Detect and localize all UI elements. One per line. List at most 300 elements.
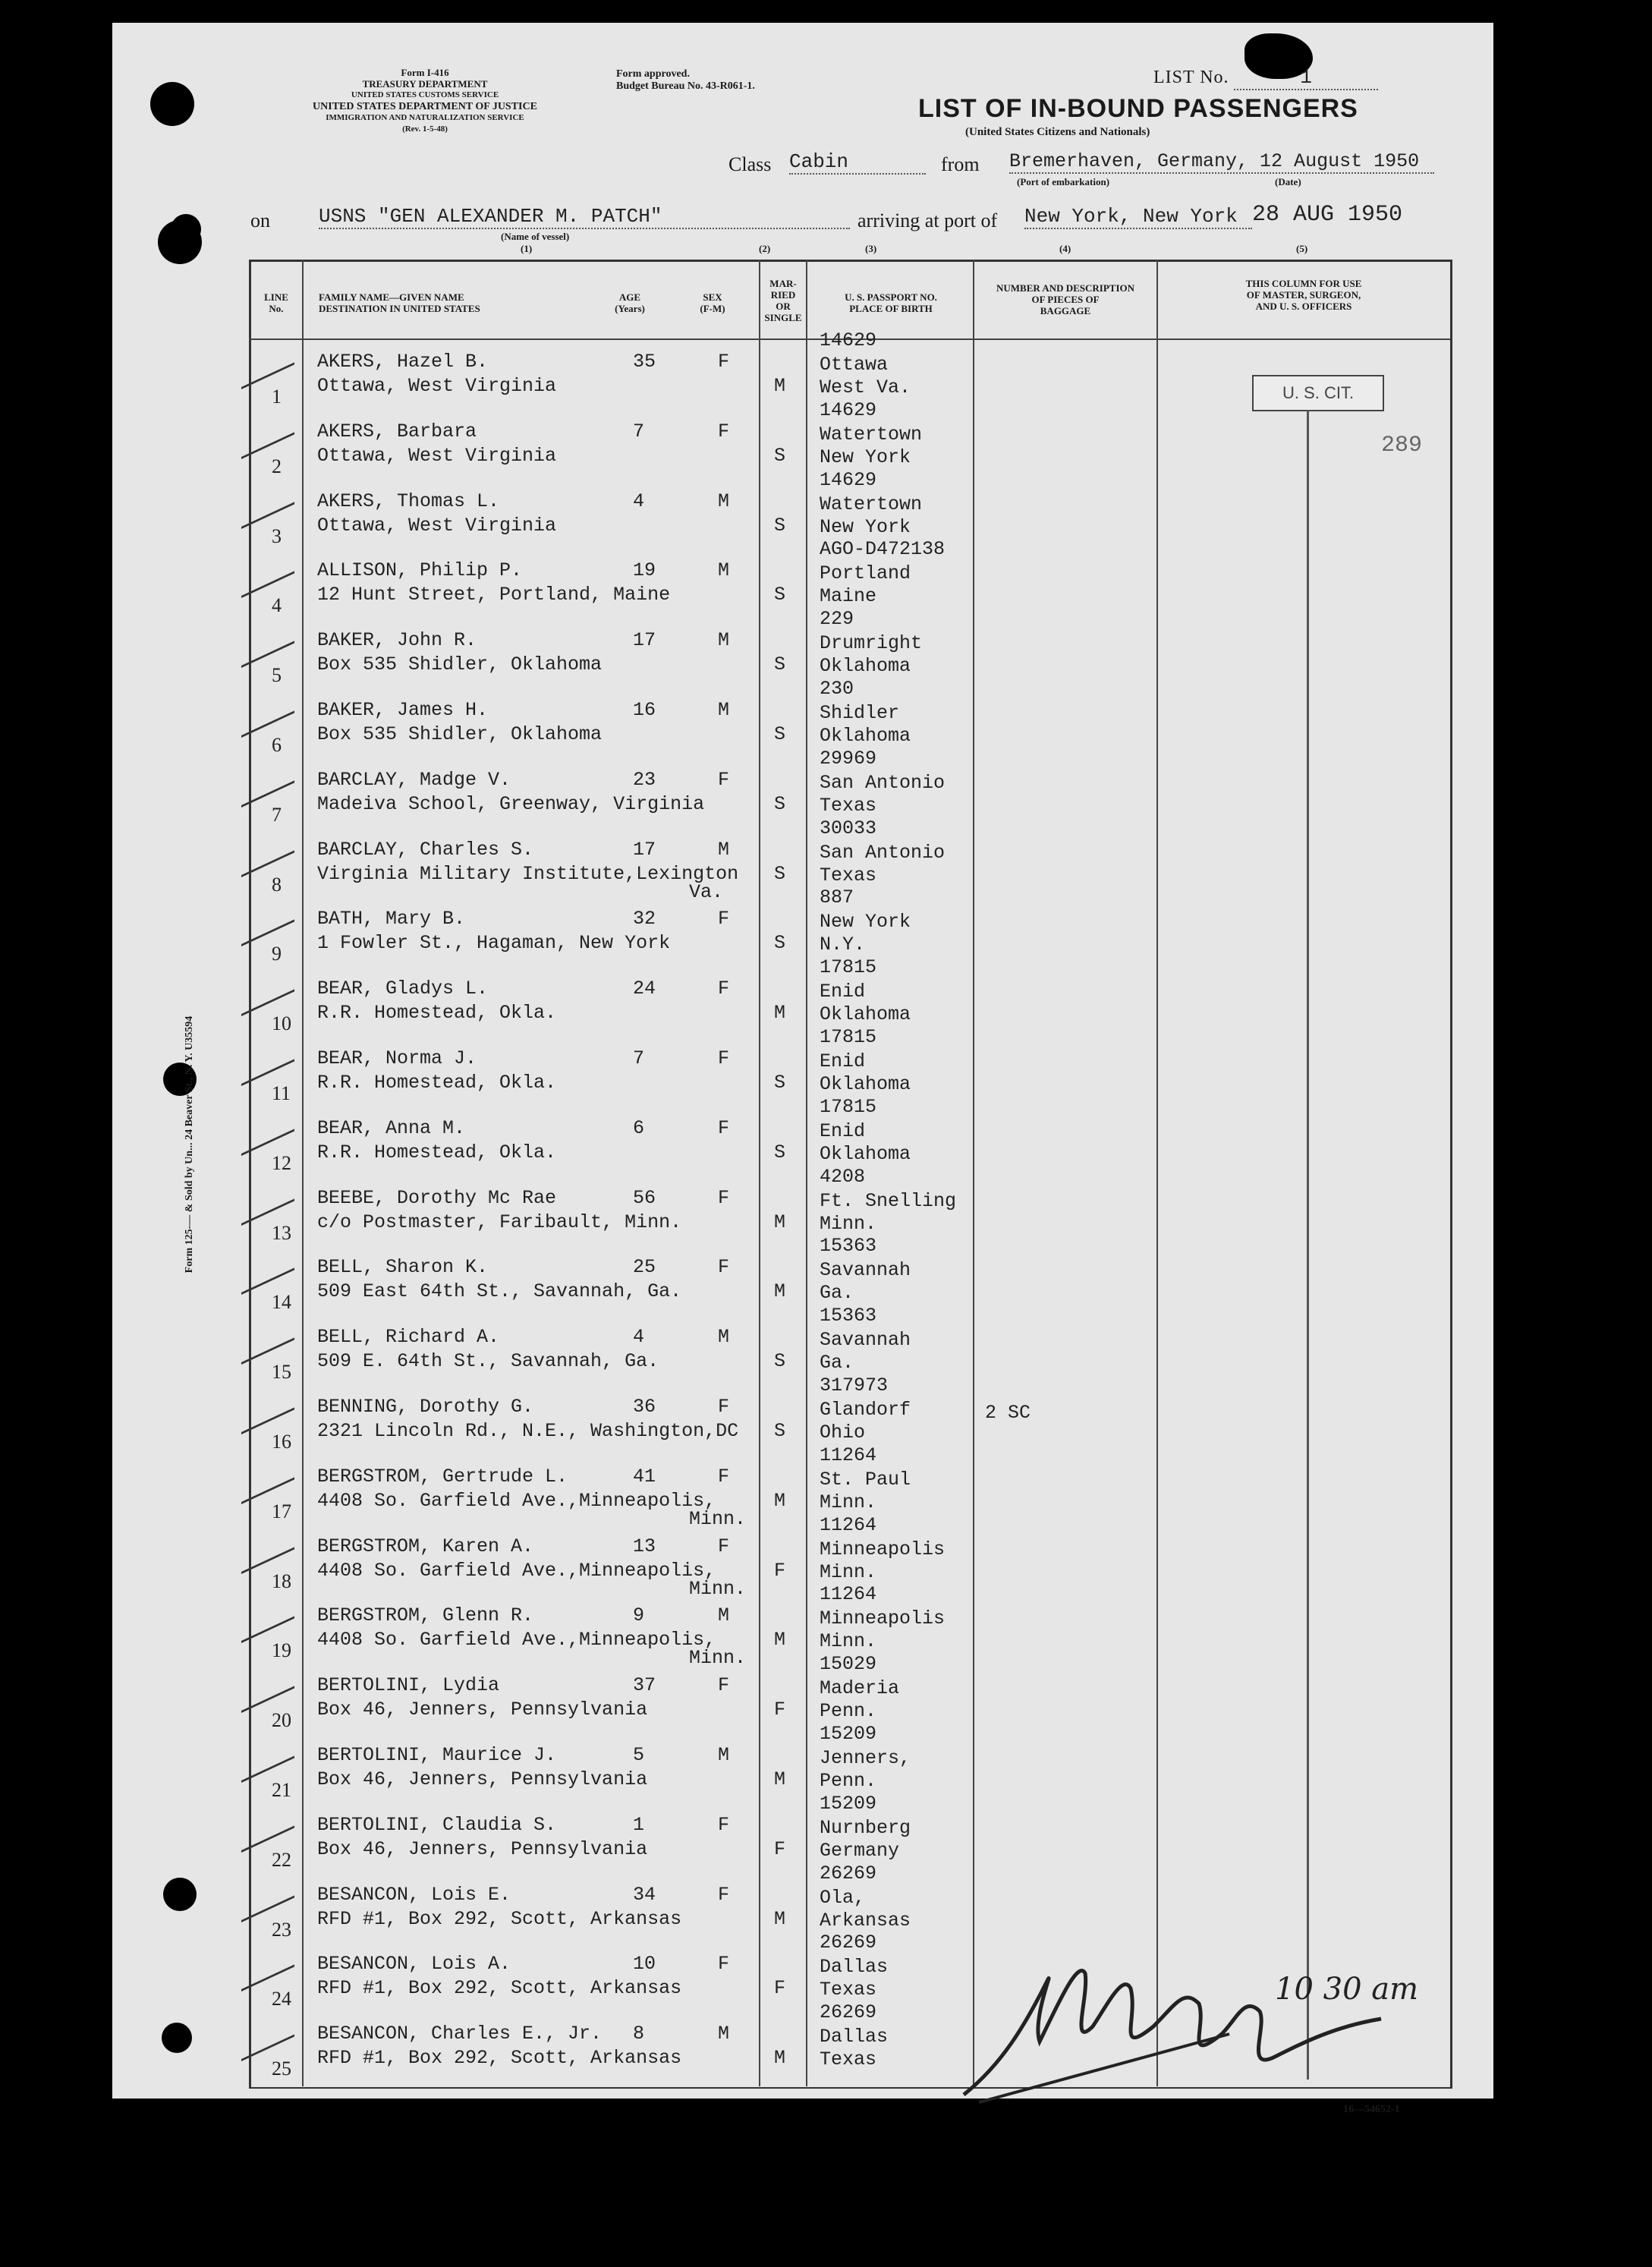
age: 5 — [633, 1744, 645, 1766]
destination: Ottawa, West Virginia — [317, 444, 557, 467]
birthplace-city: Maderia — [820, 1677, 900, 1700]
row-check-mark — [241, 2004, 294, 2062]
marital-status: S — [774, 584, 786, 606]
line-number: 1 — [272, 386, 282, 408]
family-given-name: BARCLAY, Charles S. — [317, 838, 534, 861]
destination: Virginia Military Institute,Lexington — [317, 862, 739, 885]
sex: M — [718, 490, 730, 512]
birthplace-state: West Va. — [820, 376, 911, 398]
form-block — [250, 67, 599, 135]
family-given-name: BENNING, Dorothy G. — [317, 1396, 534, 1418]
birthplace-state: Oklahoma — [820, 1142, 911, 1165]
line-number: 12 — [272, 1151, 291, 1174]
family-given-name: BARCLAY, Madge V. — [317, 768, 511, 791]
vessel-caption: (Name of vessel) — [501, 231, 570, 242]
passport-number: 15363 — [820, 1305, 877, 1327]
marital-status: M — [774, 1211, 786, 1233]
passport-number: 15209 — [820, 1792, 877, 1815]
family-given-name: BEEBE, Dorothy Mc Rae — [317, 1186, 557, 1209]
birthplace-state: Oklahoma — [820, 1073, 911, 1095]
row-check-mark — [241, 1935, 294, 1992]
birthplace-city: Portland — [820, 562, 911, 585]
birthplace-city: Savannah — [820, 1329, 911, 1352]
family-given-name: BERGSTROM, Karen A. — [317, 1535, 534, 1557]
line-number: 13 — [272, 1221, 291, 1244]
destination: 509 East 64th St., Savannah, Ga. — [317, 1280, 682, 1303]
birthplace-city: Ola, — [820, 1886, 866, 1909]
sex: M — [718, 838, 730, 861]
sex: F — [718, 420, 730, 442]
from-label: from — [941, 153, 980, 175]
line-number: 21 — [272, 1779, 291, 1801]
sex: M — [718, 1604, 730, 1627]
birthplace-state: New York — [820, 446, 911, 468]
birthplace-city: Watertown — [820, 493, 923, 515]
family-given-name: BELL, Sharon K. — [317, 1256, 489, 1279]
passport-number: 11264 — [820, 1444, 877, 1466]
family-given-name: BERGSTROM, Glenn R. — [317, 1604, 534, 1627]
birthplace-state: Maine — [820, 585, 877, 608]
passport-number: 17815 — [820, 956, 877, 979]
birthplace-state: Germany — [820, 1839, 900, 1862]
birthplace-state: Minn. — [820, 1560, 877, 1583]
passport-number: 11264 — [820, 1513, 877, 1536]
passport-number: 15363 — [820, 1235, 877, 1258]
class-value: Cabin — [789, 150, 926, 175]
header-name: FAMILY NAME—GIVEN NAME DESTINATION IN UNITED STATES — [319, 291, 480, 314]
marital-status: M — [774, 1489, 786, 1512]
family-given-name: ALLISON, Philip P. — [317, 559, 523, 582]
passport-number: 29969 — [820, 747, 877, 770]
destination: c/o Postmaster, Faribault, Minn. — [317, 1211, 682, 1233]
sex: M — [718, 1326, 730, 1349]
destination: Box 46, Jenners, Pennsylvania — [317, 1699, 648, 1721]
family-given-name: BERTOLINI, Maurice J. — [317, 1744, 557, 1766]
family-given-name: BAKER, John R. — [317, 629, 477, 652]
sex: F — [718, 1396, 730, 1418]
row-check-mark — [241, 1516, 294, 1574]
destination: 509 E. 64th St., Savannah, Ga. — [317, 1350, 659, 1373]
birthplace-state: Oklahoma — [820, 1003, 911, 1026]
birthplace-city: Savannah — [820, 1259, 911, 1282]
line-number: 15 — [272, 1361, 291, 1384]
age: 17 — [633, 838, 656, 861]
marital-status: S — [774, 444, 786, 467]
age: 17 — [633, 629, 656, 652]
marital-status: S — [774, 1350, 786, 1373]
age: 4 — [633, 490, 645, 512]
destination-cont: Va. — [689, 880, 724, 903]
marital-status: M — [774, 1768, 786, 1790]
family-given-name: AKERS, Hazel B. — [317, 351, 489, 373]
family-given-name: BATH, Mary B. — [317, 908, 466, 930]
family-given-name: AKERS, Thomas L. — [317, 490, 500, 512]
destination: Box 46, Jenners, Pennsylvania — [317, 1837, 648, 1860]
marital-status: F — [774, 1977, 786, 2000]
age: 16 — [633, 699, 656, 721]
line-number: 9 — [272, 943, 282, 965]
approval-line2: Budget Bureau No. 43-R061-1. — [616, 80, 755, 92]
passport-number: 229 — [820, 608, 854, 631]
passport-number: 14629 — [820, 468, 877, 491]
col-number-4: (4) — [1059, 243, 1071, 254]
birthplace-state: Minn. — [820, 1212, 877, 1235]
birthplace-city: Ottawa — [820, 354, 889, 376]
birthplace-city: Enid — [820, 1119, 866, 1142]
sex: F — [718, 768, 730, 791]
line-number: 20 — [272, 1709, 291, 1732]
treasury-dept: TREASURY DEPARTMENT — [362, 78, 488, 90]
passport-number: 26269 — [820, 1862, 877, 1884]
destination-cont: Minn. — [689, 1647, 747, 1670]
inspector-signature — [956, 1913, 1396, 2110]
sex: M — [718, 699, 730, 721]
row-check-mark — [241, 889, 294, 947]
header-line-no: LINE No. — [264, 291, 288, 314]
punch-hole — [171, 214, 201, 244]
marital-status: M — [774, 1907, 786, 1930]
marital-status: S — [774, 1072, 786, 1094]
passport-number: 15209 — [820, 1723, 877, 1745]
line-number: 10 — [272, 1012, 291, 1035]
birthplace-city: Dallas — [820, 2026, 889, 2048]
destination: RFD #1, Box 292, Scott, Arkansas — [317, 1907, 682, 1930]
family-given-name: BERGSTROM, Gertrude L. — [317, 1465, 568, 1488]
vessel-label: on — [250, 209, 270, 231]
row-check-mark — [241, 1447, 294, 1504]
sex: F — [718, 1186, 730, 1209]
age: 9 — [633, 1604, 645, 1627]
annotation-289: 289 — [1381, 433, 1423, 458]
sex: F — [718, 1813, 730, 1836]
arrival-date-stamp: 28 AUG 1950 — [1252, 202, 1403, 228]
row-check-mark — [241, 750, 294, 808]
line-number: 2 — [272, 455, 282, 477]
birthplace-state: Ga. — [820, 1352, 854, 1374]
birthplace-state: Minn. — [820, 1630, 877, 1653]
passport-number: 26269 — [820, 2001, 877, 2024]
birthplace-state: Penn. — [820, 1770, 877, 1792]
footer-code: 16—54652-1 — [1343, 2104, 1400, 2115]
line-number: 24 — [272, 1988, 291, 2010]
sex: F — [718, 1256, 730, 1279]
destination: Box 535 Shidler, Oklahoma — [317, 723, 603, 745]
destination: 4408 So. Garfield Ave.,Minneapolis, — [317, 1629, 716, 1651]
marital-status: F — [774, 1837, 786, 1860]
class-label: Class — [728, 153, 772, 175]
destination: Box 46, Jenners, Pennsylvania — [317, 1768, 648, 1790]
list-number — [1153, 65, 1378, 90]
line-number: 3 — [272, 524, 282, 547]
punch-hole — [162, 2023, 192, 2053]
age: 32 — [633, 908, 656, 930]
list-no-value: 1 — [1234, 66, 1378, 90]
age: 13 — [633, 1535, 656, 1557]
passport-number: 17815 — [820, 1095, 877, 1118]
sex: F — [718, 1535, 730, 1557]
page-subtitle: (United States Citizens and Nationals) — [965, 126, 1150, 138]
justice-dept: UNITED STATES DEPARTMENT OF JUSTICE — [313, 101, 537, 112]
destination: RFD #1, Box 292, Scott, Arkansas — [317, 2047, 682, 2070]
line-number: 7 — [272, 803, 282, 826]
sex: M — [718, 629, 730, 652]
line-number: 16 — [272, 1431, 291, 1453]
baggage: 2 SC — [985, 1402, 1031, 1424]
vessel-name: USNS "GEN ALEXANDER M. PATCH" — [319, 205, 850, 229]
birthplace-state: Texas — [820, 2048, 877, 2071]
birthplace-city: Dallas — [820, 1956, 889, 1979]
age: 36 — [633, 1396, 656, 1418]
age: 10 — [633, 1953, 656, 1976]
birthplace-city: St. Paul — [820, 1468, 911, 1491]
sex: M — [718, 559, 730, 582]
birthplace-state: Oklahoma — [820, 655, 911, 678]
col-number-3: (3) — [865, 243, 877, 254]
row-check-mark — [241, 1586, 294, 1644]
col-number-5: (5) — [1296, 243, 1308, 254]
marital-status: M — [774, 1629, 786, 1651]
birthplace-state: Texas — [820, 864, 877, 886]
passport-number: 230 — [820, 678, 854, 700]
destination: 4408 So. Garfield Ave.,Minneapolis, — [317, 1489, 716, 1512]
arrival-port: New York, New York — [1024, 205, 1252, 229]
sex: F — [718, 908, 730, 930]
passport-number: 17815 — [820, 1026, 877, 1048]
line-number: 19 — [272, 1639, 291, 1662]
header-age: AGE (Years) — [615, 291, 645, 314]
line-number: 22 — [272, 1848, 291, 1871]
family-given-name: BESANCON, Lois E. — [317, 1883, 511, 1906]
destination: 12 Hunt Street, Portland, Maine — [317, 584, 671, 606]
marital-status: M — [774, 375, 786, 397]
family-given-name: BESANCON, Charles E., Jr. — [317, 2023, 603, 2045]
line-number: 14 — [272, 1291, 291, 1314]
approval-block — [616, 68, 755, 93]
family-given-name: BEAR, Anna M. — [317, 1116, 466, 1139]
line-number: 25 — [272, 2058, 291, 2080]
birthplace-city: New York — [820, 911, 911, 934]
age: 6 — [633, 1116, 645, 1139]
family-given-name: BEAR, Gladys L. — [317, 978, 489, 1000]
header-officers: THIS COLUMN FOR USE OF MASTER, SURGEON, AND U. S. OFFICERS — [1245, 278, 1362, 312]
row-check-mark — [241, 1168, 294, 1226]
birthplace-city: Drumright — [820, 632, 923, 655]
marital-status: F — [774, 1699, 786, 1721]
us-citizen-stamp-text: U. S. CIT. — [1282, 383, 1355, 402]
arrival-label: arriving at port of — [857, 209, 998, 231]
passport-number: 4208 — [820, 1165, 866, 1188]
destination: 1 Fowler St., Hagaman, New York — [317, 932, 671, 955]
destination: Box 535 Shidler, Oklahoma — [317, 653, 603, 676]
birthplace-state: New York — [820, 515, 911, 538]
age: 4 — [633, 1326, 645, 1349]
destination: R.R. Homestead, Okla. — [317, 1072, 557, 1094]
destination: R.R. Homestead, Okla. — [317, 1002, 557, 1025]
birthplace-city: San Antonio — [820, 841, 946, 864]
punch-hole — [163, 1878, 197, 1911]
birthplace-city: Minneapolis — [820, 1607, 946, 1630]
birthplace-city: Enid — [820, 981, 866, 1003]
marital-status: S — [774, 1141, 786, 1163]
age: 8 — [633, 2023, 645, 2045]
destination-cont: Minn. — [689, 1507, 747, 1530]
from-value: Bremerhaven, Germany, 12 August 1950 — [1009, 150, 1434, 174]
family-given-name: BESANCON, Lois A. — [317, 1953, 511, 1976]
age: 24 — [633, 978, 656, 1000]
ins-service: IMMIGRATION AND NATURALIZATION SERVICE — [326, 113, 524, 122]
form-number: Form I-416 — [401, 67, 449, 78]
family-given-name: BEAR, Norma J. — [317, 1047, 477, 1069]
row-check-mark — [241, 471, 294, 529]
age: 56 — [633, 1186, 656, 1209]
header-married: MAR- RIED OR SINGLE — [764, 278, 802, 323]
birthplace-city: Minneapolis — [820, 1538, 946, 1560]
header-baggage: NUMBER AND DESCRIPTION OF PIECES OF BAGGAGE — [996, 282, 1135, 316]
list-no-label: LIST No. — [1153, 68, 1229, 87]
birthplace-state: Texas — [820, 794, 877, 817]
passport-number: 26269 — [820, 1932, 877, 1954]
family-given-name: BERTOLINI, Claudia S. — [317, 1813, 557, 1836]
revision: (Rev. 1-5-48) — [402, 124, 448, 134]
family-given-name: BELL, Richard A. — [317, 1326, 500, 1349]
age: 7 — [633, 1047, 645, 1069]
age: 19 — [633, 559, 656, 582]
marital-status: M — [774, 1280, 786, 1303]
customs-service: UNITED STATES CUSTOMS SERVICE — [351, 90, 499, 99]
us-citizen-stamp — [1252, 375, 1384, 411]
destination: Ottawa, West Virginia — [317, 514, 557, 537]
destination: Ottawa, West Virginia — [317, 375, 557, 397]
passport-number: 11264 — [820, 1583, 877, 1606]
birthplace-city: San Antonio — [820, 771, 946, 794]
marital-status: M — [774, 2047, 786, 2070]
page-title: LIST OF IN-BOUND PASSENGERS — [918, 94, 1358, 123]
age: 41 — [633, 1465, 656, 1488]
family-given-name: BERTOLINI, Lydia — [317, 1674, 500, 1697]
sex: F — [718, 351, 730, 373]
col-number-2: (2) — [759, 243, 771, 254]
birthplace-state: Ga. — [820, 1282, 854, 1305]
marital-status: S — [774, 862, 786, 885]
sex: F — [718, 1883, 730, 1906]
row-check-mark — [241, 1795, 294, 1853]
port-caption: (Port of embarkation) — [1017, 176, 1110, 187]
sex: F — [718, 1116, 730, 1139]
sex: F — [718, 1674, 730, 1697]
birthplace-state: N.Y. — [820, 934, 866, 956]
passport-number: 15029 — [820, 1653, 877, 1676]
destination: R.R. Homestead, Okla. — [317, 1141, 557, 1163]
punch-hole — [150, 82, 194, 126]
marital-status: F — [774, 1559, 786, 1582]
col-number-1: (1) — [521, 243, 533, 254]
line-number: 11 — [272, 1082, 291, 1104]
birthplace-city: Watertown — [820, 423, 923, 446]
signature-time-note: 10 30 am — [1275, 1972, 1419, 2007]
passport-number: AGO-D472138 — [820, 538, 946, 561]
approval-line1: Form approved. — [616, 68, 690, 80]
age: 37 — [633, 1674, 656, 1697]
row-check-mark — [241, 611, 294, 669]
sex: F — [718, 1953, 730, 1976]
birthplace-state: Ohio — [820, 1422, 866, 1444]
row-check-mark — [241, 680, 294, 738]
row-check-mark — [241, 541, 294, 599]
birthplace-state: Arkansas — [820, 1909, 911, 1932]
row-check-mark — [241, 959, 294, 1017]
marital-status: S — [774, 1420, 786, 1442]
row-check-mark — [241, 1377, 294, 1434]
sex: F — [718, 1047, 730, 1069]
birthplace-state: Texas — [820, 1979, 877, 2001]
marital-status: S — [774, 723, 786, 745]
marital-status: S — [774, 653, 786, 676]
row-check-mark — [241, 1308, 294, 1365]
age: 23 — [633, 768, 656, 791]
birthplace-city: Jenners, — [820, 1747, 911, 1769]
sex: M — [718, 1744, 730, 1766]
marital-status: S — [774, 932, 786, 955]
sex: F — [718, 1465, 730, 1488]
marital-status: S — [774, 792, 786, 815]
line-number: 18 — [272, 1570, 291, 1592]
age: 1 — [633, 1813, 645, 1836]
row-check-mark — [241, 332, 294, 389]
birthplace-state: Penn. — [820, 1700, 877, 1723]
destination: 2321 Lincoln Rd., N.E., Washington,DC — [317, 1420, 739, 1442]
row-check-mark — [241, 820, 294, 877]
side-margin-text: Form 125-— & Sold by Un... 24 Beaver St., N. Y. U35594 — [184, 1015, 195, 1274]
age: 7 — [633, 420, 645, 442]
age: 25 — [633, 1256, 656, 1279]
line-number: 8 — [272, 873, 282, 896]
birthplace-state: Oklahoma — [820, 725, 911, 747]
birthplace-city: Nurnberg — [820, 1816, 911, 1839]
row-check-mark — [241, 1098, 294, 1156]
date-caption: (Date) — [1275, 176, 1301, 187]
passport-number: 317973 — [820, 1374, 889, 1396]
passport-number: 887 — [820, 886, 854, 909]
row-check-mark — [241, 1028, 294, 1086]
marital-status: S — [774, 514, 786, 537]
age: 35 — [633, 351, 656, 373]
line-number: 23 — [272, 1918, 291, 1941]
row-check-mark — [241, 1656, 294, 1714]
destination: 4408 So. Garfield Ave.,Minneapolis, — [317, 1559, 716, 1582]
birthplace-city: Shidler — [820, 702, 900, 724]
check-vertical-line — [1307, 410, 1309, 2080]
line-number: 17 — [272, 1500, 291, 1522]
passport-number: 14629 — [820, 398, 877, 421]
birthplace-city: Enid — [820, 1050, 866, 1072]
row-check-mark — [241, 1238, 294, 1296]
line-number: 4 — [272, 594, 282, 617]
marital-status: M — [774, 1002, 786, 1025]
row-check-mark — [241, 1725, 294, 1783]
family-given-name: AKERS, Barbara — [317, 420, 477, 442]
header-passport: U. S. PASSPORT NO. PLACE OF BIRTH — [845, 291, 937, 314]
row-check-mark — [241, 1865, 294, 1922]
birthplace-city: Ft. Snelling — [820, 1189, 957, 1212]
family-given-name: BAKER, James H. — [317, 699, 489, 721]
birthplace-city: Glandorf — [820, 1399, 911, 1421]
destination: Madeiva School, Greenway, Virginia — [317, 792, 705, 815]
header-sex: SEX (F-M) — [700, 291, 725, 314]
birthplace-state: Minn. — [820, 1491, 877, 1513]
passport-number: 14629 — [820, 329, 877, 351]
destination: RFD #1, Box 292, Scott, Arkansas — [317, 1977, 682, 2000]
passport-number: 30033 — [820, 817, 877, 839]
